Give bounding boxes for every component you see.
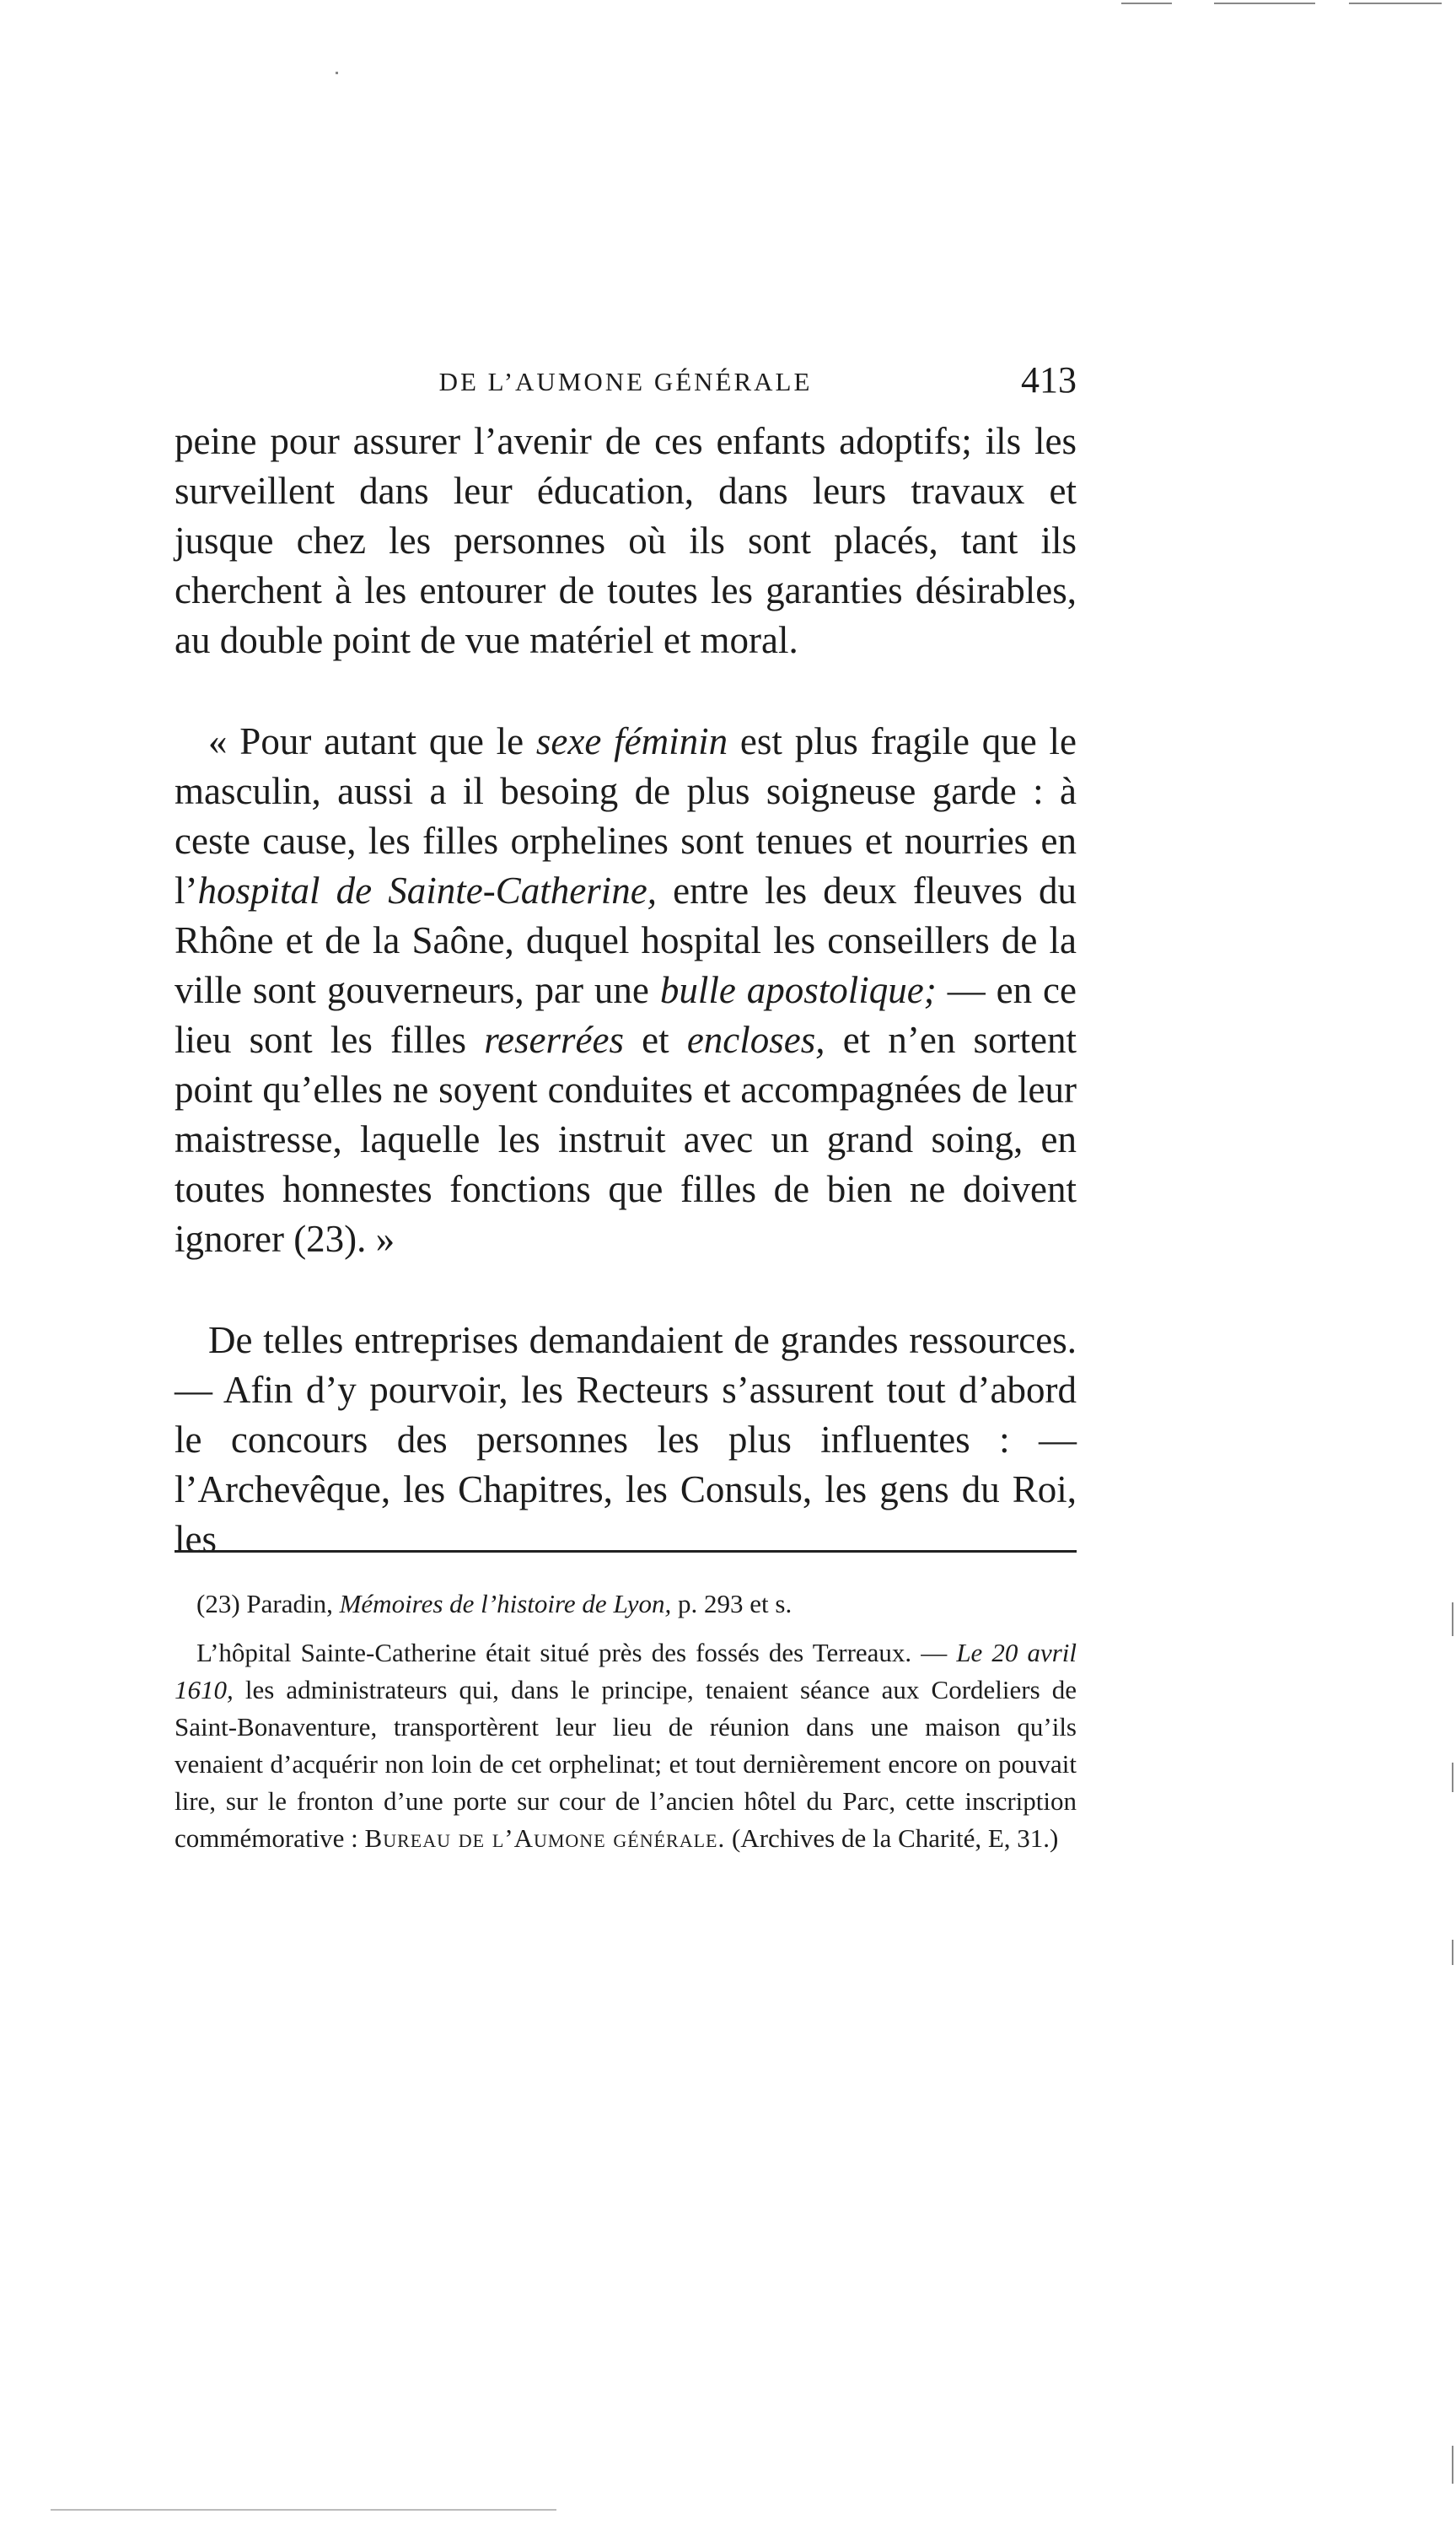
footnote-separator: [175, 1550, 1077, 1553]
italic-run: encloses,: [686, 1019, 825, 1061]
scan-speck: [1452, 1940, 1453, 1965]
scan-speck: [336, 72, 338, 74]
text-run: les administrateurs qui, dans le principe, tenaient séance aux Cordeliers de Saint-Bonaventure, transportèrent leur lieu de réunion dans une maison qu’ils venaient d’acquérir non loin de cet orphelinat; et tout dernièrement encore on pouvait lire, sur le fronton d’une porte sur cour de l’ancien hôtel du Parc, cette inscription commémorative :: [175, 1675, 1077, 1853]
scan-speck: [51, 2509, 556, 2511]
paragraph-2-quotation: [175, 717, 1077, 1264]
footnote-23-continued: [175, 1634, 1077, 1857]
small-caps-inscription: Bureau de l’Aumone générale.: [364, 1823, 726, 1853]
main-text: [175, 417, 1077, 1564]
text-run: p. 293 et s.: [671, 1589, 792, 1618]
footnotes: [175, 1586, 1077, 1857]
scan-speck: [1452, 2446, 1453, 2484]
scan-speck: [1452, 1602, 1453, 1636]
running-title: DE L’AUMONE GÉNÉRALE: [438, 367, 813, 396]
italic-run: Le 20 avril 1610,: [175, 1638, 1077, 1704]
scan-speck: [1452, 1763, 1453, 1792]
text-run: — en ce lieu sont les filles: [175, 969, 1077, 1061]
text-run: L’hôpital Sainte-Catherine était situé près des fossés des Terreaux. —: [196, 1638, 957, 1667]
scan-speck: [1349, 3, 1442, 4]
scan-speck: [1214, 3, 1315, 4]
italic-run: bulle apostolique;: [659, 969, 937, 1011]
scan-speck: [1121, 3, 1172, 4]
text-run: entre les deux fleuves du Rhône et de la Saône, duquel hospital les conseillers de la ville sont gouverneurs, par une: [175, 869, 1077, 1011]
text-run: est plus fragile que le masculin, aussi a il besoing de plus soigneuse garde : à ceste cause, les filles orphelines sont tenues et nourries en l’: [175, 720, 1077, 912]
paragraph-1: peine pour assurer l’avenir de ces enfants adoptifs; ils les surveillent dans leur éducation, dans leurs travaux et jusque chez les personnes où ils sont placés, tant ils cherchent à les entourer de toutes les garanties désirables, au double point de vue matériel et moral.: [175, 420, 1077, 661]
text-run: (Archives de la Charité, E, 31.): [725, 1823, 1059, 1853]
text-run: (23) Paradin,: [196, 1589, 340, 1618]
paragraph-3: De telles entreprises demandaient de grandes ressources. — Afin d’y pourvoir, les Recteurs s’assurent tout d’abord le concours des personnes les plus influentes : — l’Archevêque, les Chapitres, les Consuls, les gens du Roi, les: [175, 1319, 1077, 1560]
italic-run: reserrées: [484, 1019, 624, 1061]
italic-run: hospital de Sainte-Catherine,: [197, 869, 657, 912]
running-head: [175, 358, 1077, 409]
footnote-23: [175, 1586, 1077, 1623]
text-run: « Pour autant que le: [208, 720, 536, 762]
page-number: 413: [1021, 359, 1077, 401]
text-run: et: [623, 1019, 687, 1061]
italic-run: sexe féminin: [535, 720, 728, 762]
italic-run: Mémoires de l’histoire de Lyon,: [339, 1589, 672, 1618]
text-run: et n’en sortent point qu’elles ne soyent conduites et accompagnées de leur maistresse, laquelle les instruit avec un grand soing, en toutes honnestes fonctions que filles de bien ne doivent ignorer (23). »: [175, 1019, 1077, 1260]
